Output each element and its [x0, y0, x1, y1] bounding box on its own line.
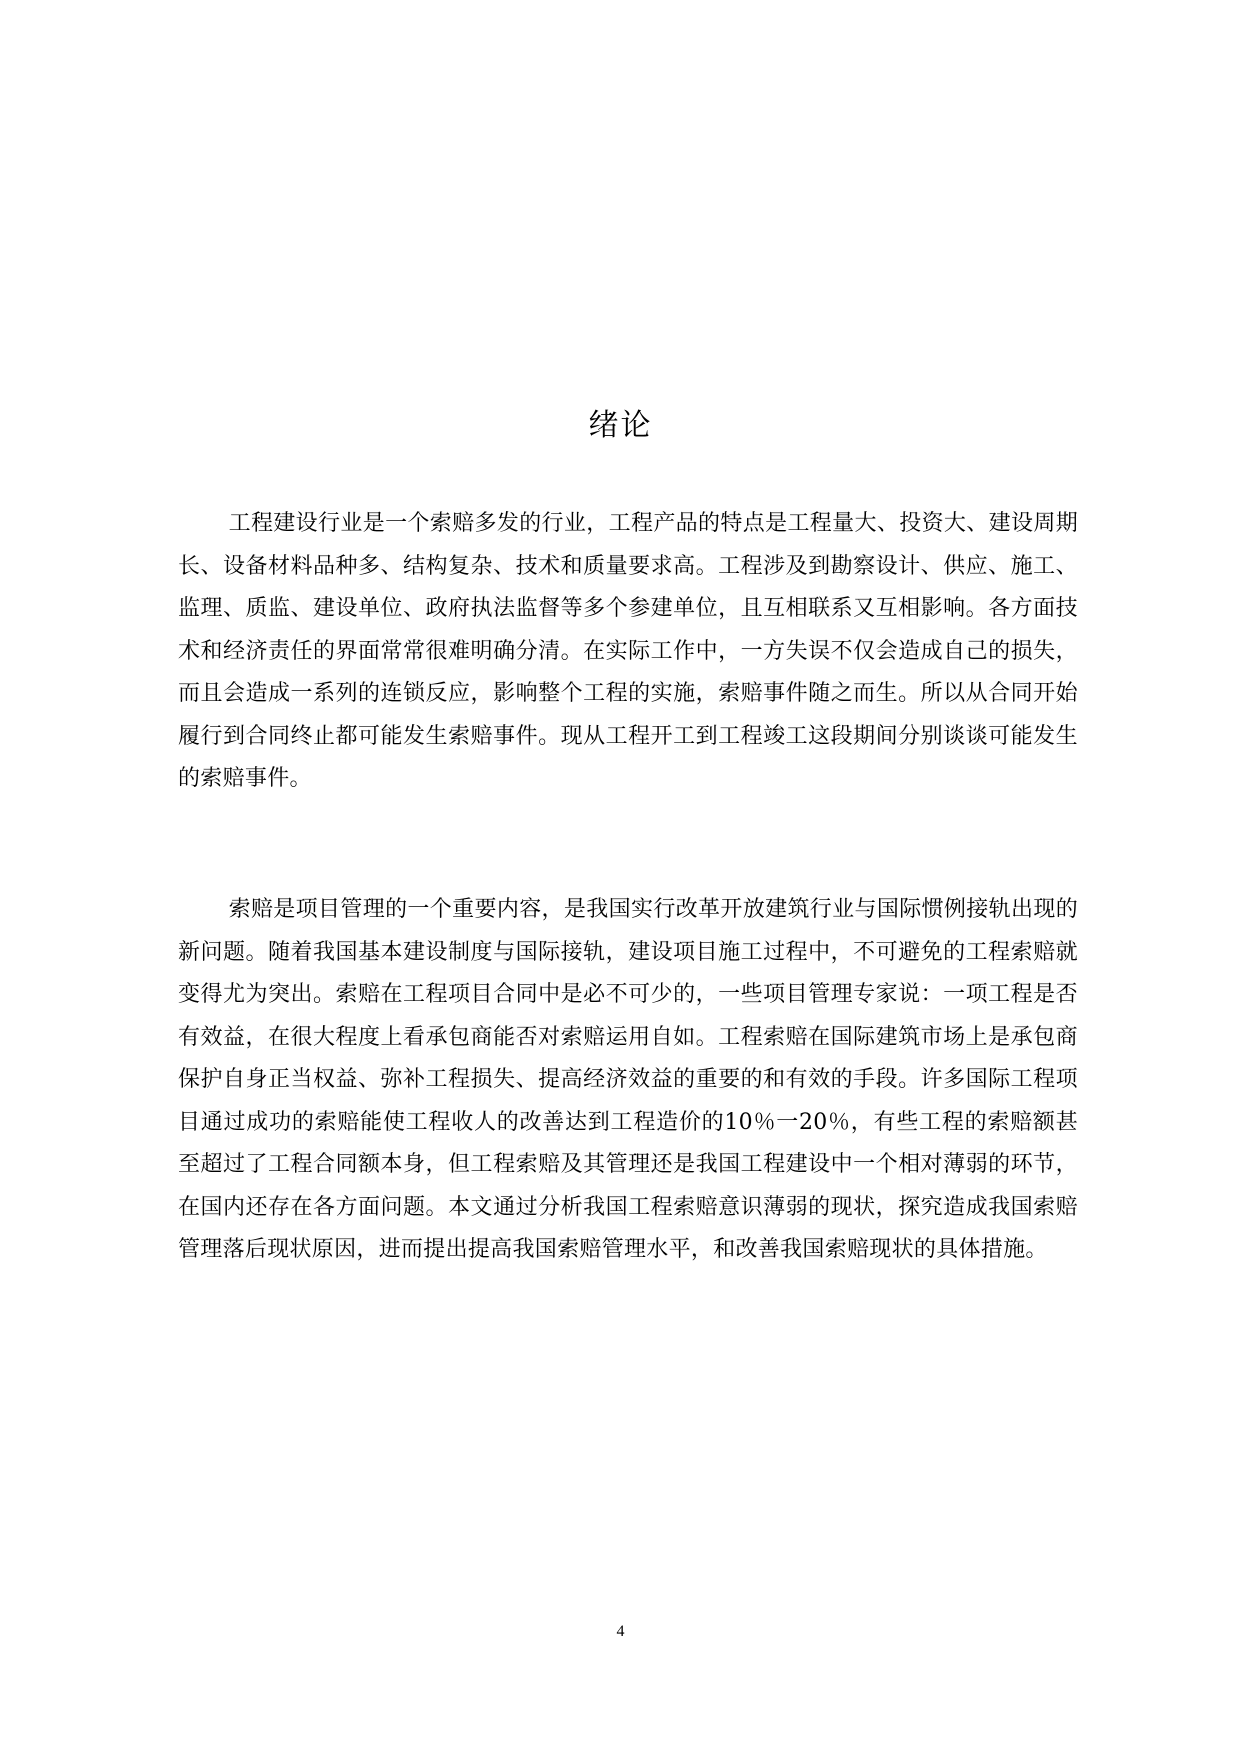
body-paragraph: 索赔是项目管理的一个重要内容，是我国实行改革开放建筑行业与国际惯例接轨出现的新问题。随着我国基本建设制度与国际接轨，建设项目施工过程中，不可避免的工程索赔就变得尤为突出。索赔在工程项目合同中是必不可少的，一些项目管理专家说：一项工程是否有效益，在很大程度上看承包商能否对索赔运用自如。工程索赔在国际建筑市场上是承包商保护自身正当权益、弥补工程损失、提高经济效益的重要的和有效的手段。许多国际工程项目通过成功的索赔能使工程收人的改善达到工程造价的10％一20％，有些工程的索赔额甚至超过了工程合同额本身，但工程索赔及其管理还是我国工程建设中一个相对薄弱的环节，在国内还存在各方面问题。本文通过分析我国工程索赔意识薄弱的现状，探究造成我国索赔管理落后现状原因，进而提出提高我国索赔管理水平，和改善我国索赔现状的具体措施。: [178, 897, 1078, 1262]
body-paragraph: 工程建设行业是一个索赔多发的行业，工程产品的特点是工程量大、投资大、建设周期长、设备材料品种多、结构复杂、技术和质量要求高。工程涉及到勘察设计、供应、施工、监理、质监、建设单位、政府执法监督等多个参建单位，且互相联系又互相影响。各方面技术和经济责任的界面常常很难明确分清。在实际工作中，一方失误不仅会造成自己的损失，而且会造成一系列的连锁反应，影响整个工程的实施，索赔事件随之而生。所以从合同开始履行到合同终止都可能发生索赔事件。现从工程开工到工程竣工这段期间分别谈谈可能发生的索赔事件。: [178, 511, 1078, 791]
page-title: 绪论: [588, 408, 653, 443]
page-number: 4: [616, 1623, 625, 1640]
